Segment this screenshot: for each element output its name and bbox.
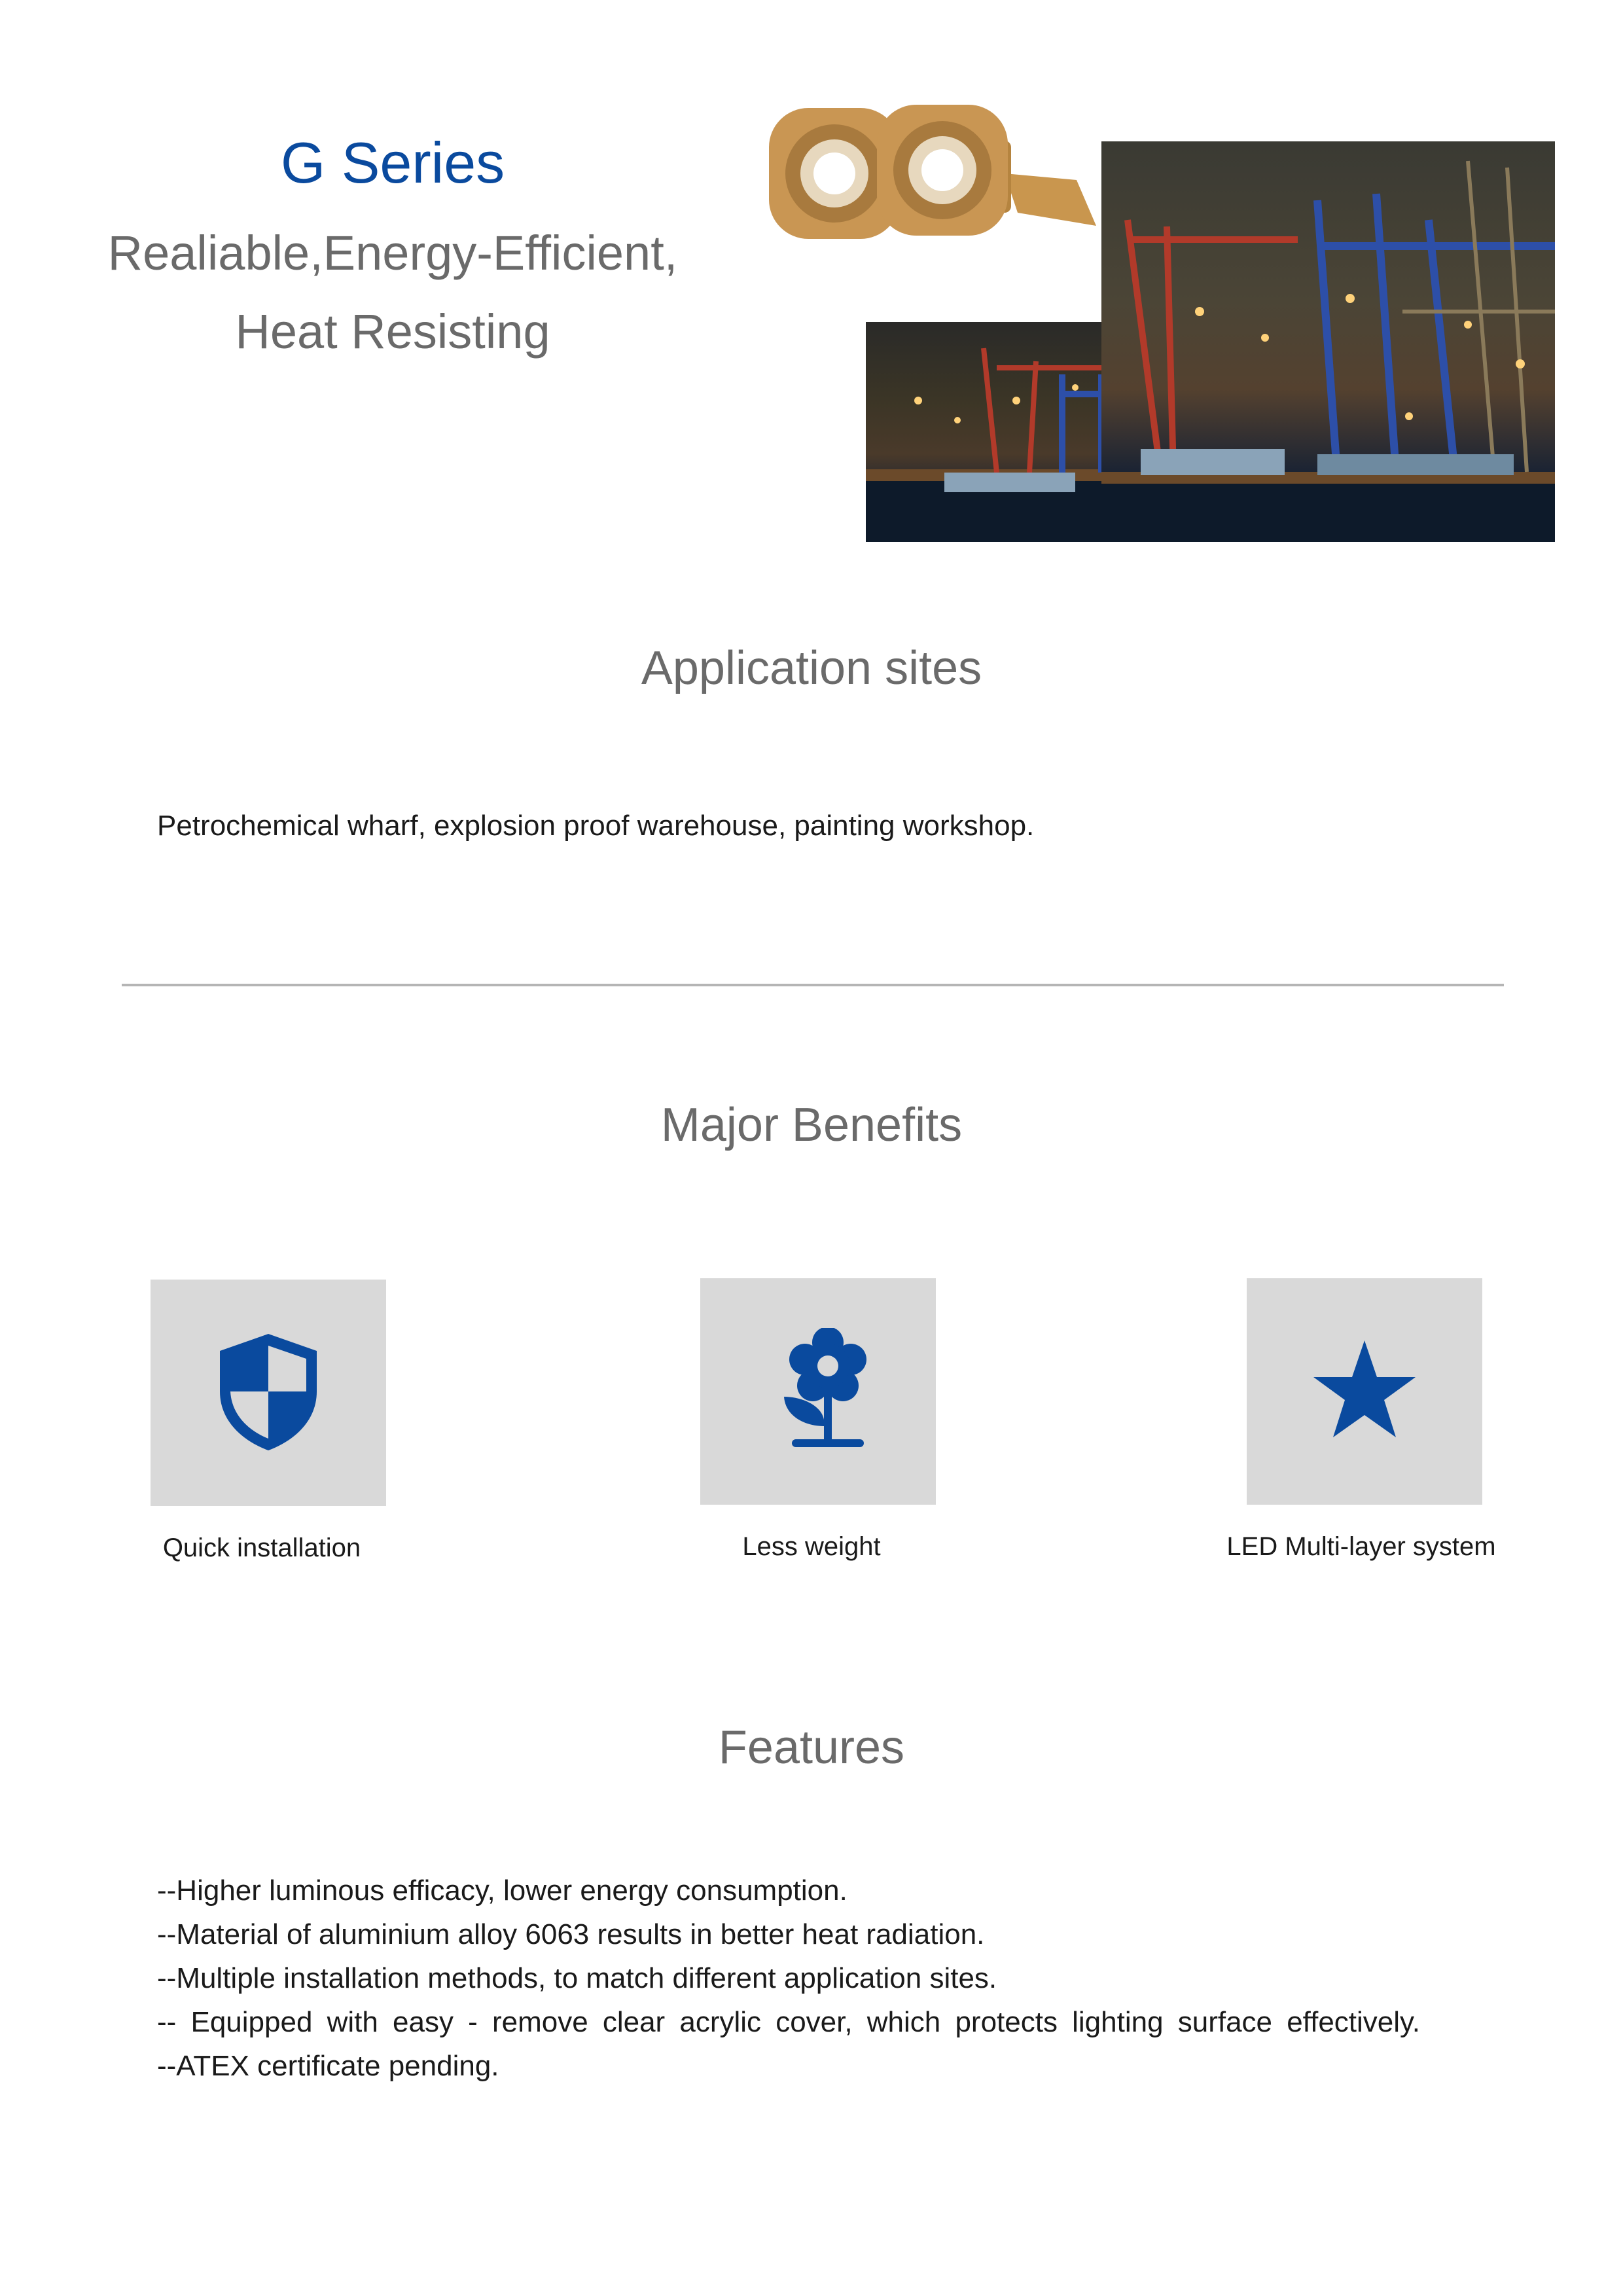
application-heading: Application sites — [641, 642, 982, 694]
benefit-card-less-weight — [700, 1278, 936, 1505]
feature-item: -- Equipped with easy - remove clear acrylic cover, which protects lighting surface effectively. — [157, 2006, 1420, 2038]
benefit-label-quick-installation: Quick installation — [162, 1534, 361, 1562]
benefit-card-led-multi-layer — [1247, 1278, 1482, 1505]
benefits-heading: Major Benefits — [660, 1099, 963, 1151]
application-text: Petrochemical wharf, explosion proof warehouse, painting workshop. — [157, 810, 1035, 842]
benefit-label-led-multi-layer: LED Multi-layer system — [1226, 1532, 1496, 1561]
feature-item: --Multiple installation methods, to match different application sites. — [157, 1962, 997, 1994]
subtitle-line-1: Realiable,Energy-Efficient, — [107, 226, 678, 280]
page-title: G Series — [280, 130, 505, 195]
section-divider — [122, 984, 1504, 986]
benefit-label-less-weight: Less weight — [742, 1532, 881, 1561]
flower-icon — [766, 1328, 870, 1456]
port-photo-upper — [1101, 141, 1555, 542]
features-list — [157, 1869, 1420, 2088]
lamp-product-image — [769, 101, 1103, 252]
benefit-card-quick-installation — [151, 1280, 386, 1506]
features-heading: Features — [718, 1721, 905, 1774]
feature-item: --ATEX certificate pending. — [157, 2050, 499, 2082]
star-icon — [1312, 1339, 1417, 1444]
feature-item: --Material of aluminium alloy 6063 results in better heat radiation. — [157, 1918, 985, 1950]
subtitle-line-2: Heat Resisting — [235, 304, 550, 359]
feature-item: --Higher luminous efficacy, lower energy consumption. — [157, 1874, 847, 1907]
shield-icon — [216, 1331, 321, 1455]
